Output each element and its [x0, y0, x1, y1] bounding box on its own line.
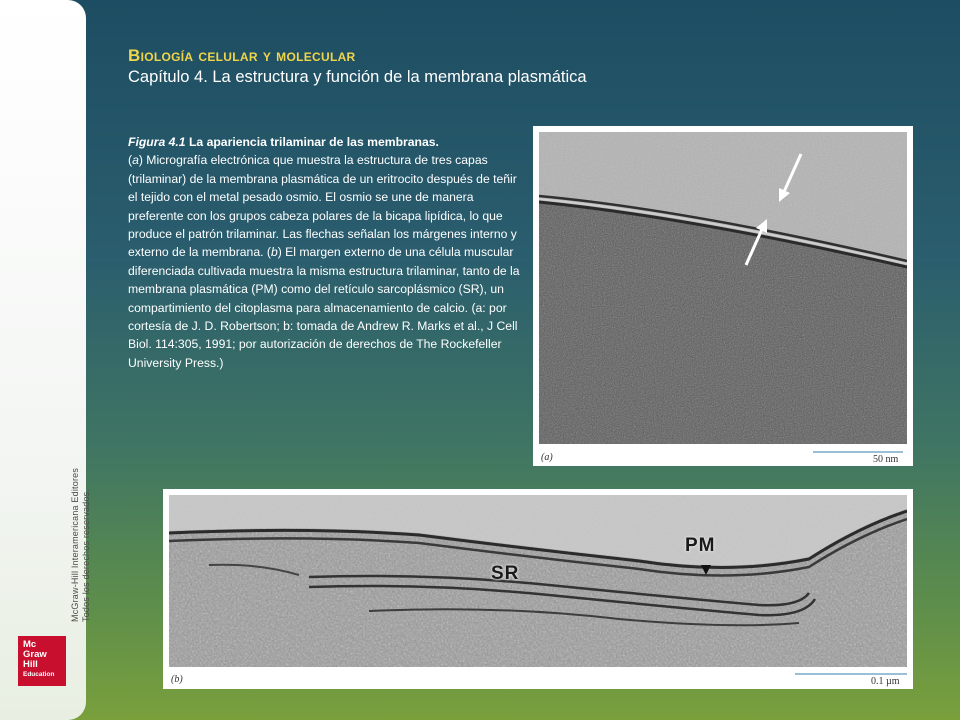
slide-header — [128, 46, 587, 87]
scale-label-b: 0.1 µm — [871, 676, 900, 687]
logo-line-3: Hill — [23, 659, 38, 670]
figure-title: La apariencia trilaminar de las membranas. — [185, 135, 439, 149]
label-sr: SR — [491, 563, 520, 584]
micrograph-b — [163, 489, 913, 689]
caption-part-a-open: ( — [128, 153, 133, 168]
caption-part-b-letter: b — [270, 245, 278, 260]
scale-bar-a — [813, 451, 903, 453]
chapter-title: Capítulo 4. La estructura y función de la membrana plasmática — [128, 68, 587, 86]
caption-part-b-text: ) El margen externo de una célula muscular diferenciada cultivada muestra la misma estructura trilaminar, tanto de la membrana plasmática (PM) como del retículo sarcoplásmico (SR), un compartimiento del citoplasma para almacenamiento de calcio. (a: por cortesía de J. D. Robertson; b: tomada de Andrew R. Marks et al., J Cell Biol. 114:305, 1991; por autorización de derechos de The Rockefeller University Press.) — [128, 245, 520, 370]
publisher-credit — [70, 468, 92, 622]
figure-label: Figura 4.1 — [128, 135, 186, 149]
logo-line-2: Graw — [23, 649, 47, 660]
micrograph-a-image — [539, 132, 907, 444]
logo-line-1: Mc — [23, 639, 37, 650]
label-pm: PM — [685, 535, 716, 556]
micrograph-a — [533, 126, 913, 466]
panel-b-label: (b) — [171, 674, 183, 685]
caption-part-a-letter: a — [132, 153, 139, 168]
figure-caption — [128, 133, 528, 372]
scale-label-a: 50 nm — [873, 454, 899, 465]
caption-part-a-text: ) Micrografía electrónica que muestra la estructura de tres capas (trilaminar) de la membrana plasmática de un eritrocito después de teñir el tejido con el metal pesado osmio. El osmio se une de manera preferente con los grupos cabeza polares de la bicapa lipídica, lo que produce el patrón trilaminar. Las flechas señalan los márgenes interno y externo de la membrana. ( — [128, 153, 517, 260]
mcgraw-hill-logo — [18, 636, 66, 686]
scale-bar-b — [795, 673, 907, 675]
logo-line-4: Education — [23, 671, 55, 678]
panel-a-label: (a) — [541, 452, 553, 463]
micrograph-b-image — [169, 495, 907, 667]
course-title: Biología celular y molecular — [128, 46, 356, 65]
publisher-line-1: McGraw-Hill Interamericana Editores — [70, 467, 80, 622]
publisher-line-2: Todos los derechos reservados. — [81, 488, 91, 622]
